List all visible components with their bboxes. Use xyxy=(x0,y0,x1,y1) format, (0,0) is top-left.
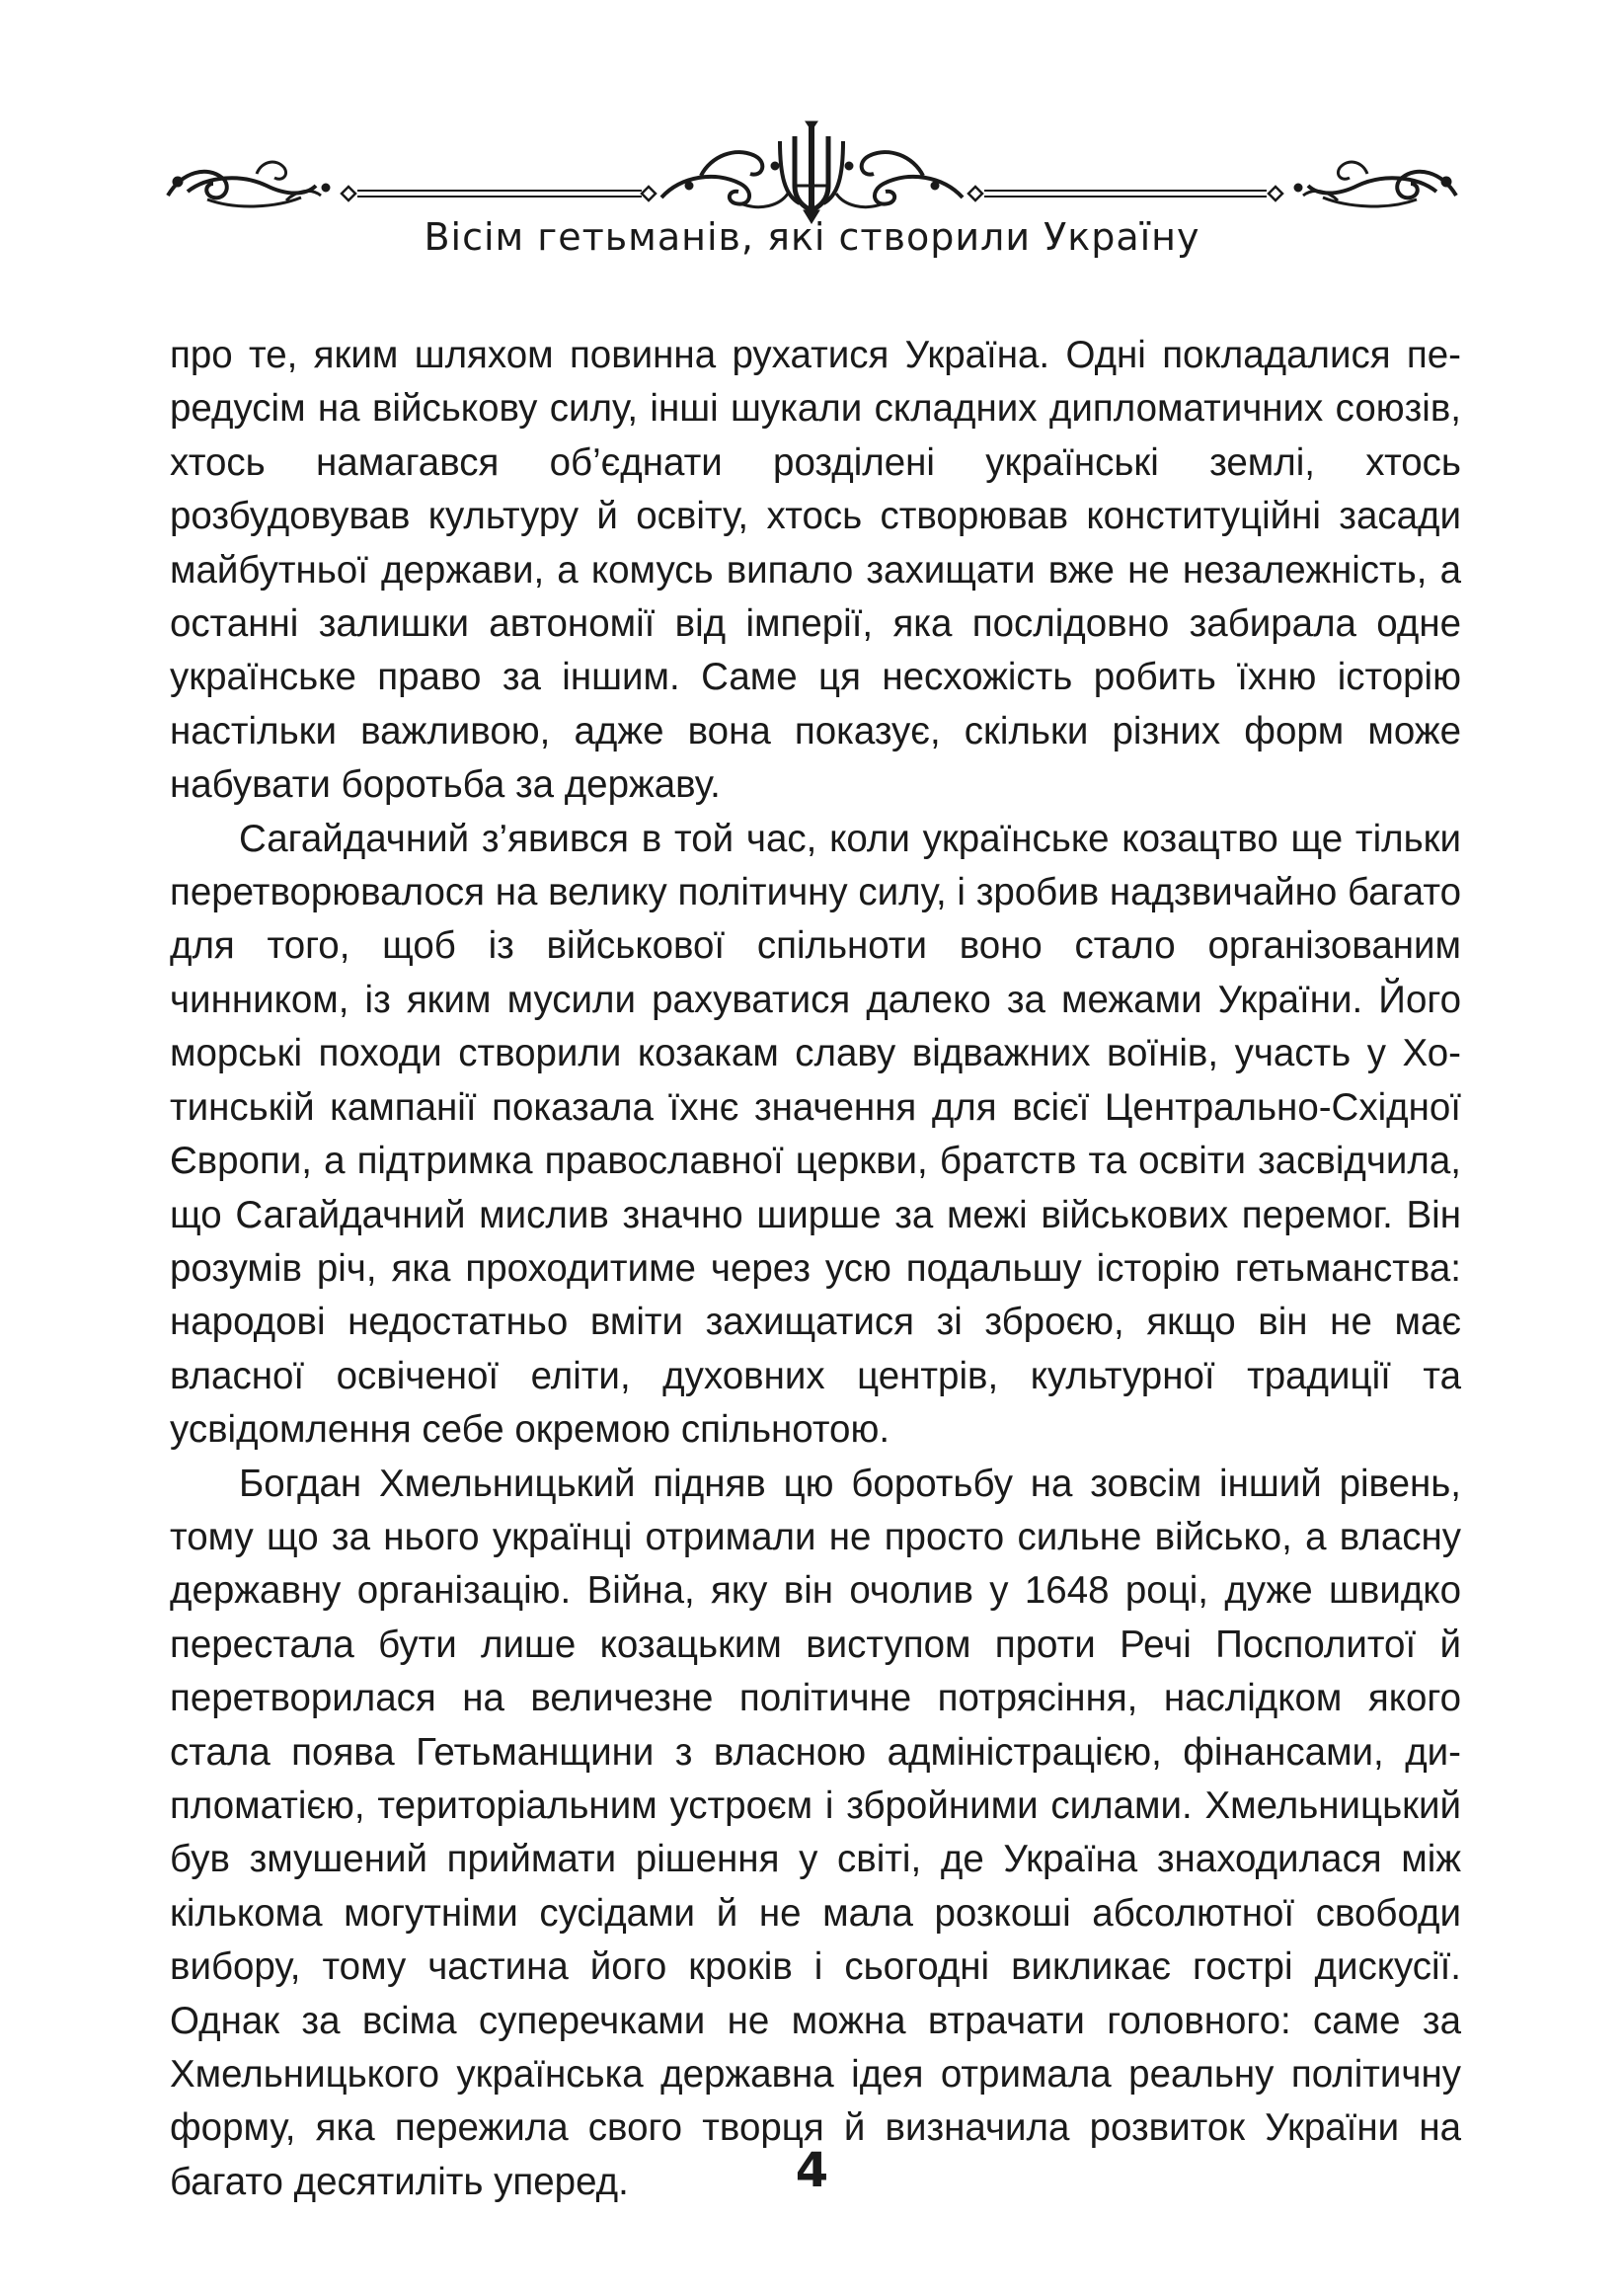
page-number: 4 xyxy=(795,2143,829,2198)
page-header xyxy=(148,117,1476,275)
paragraph-1: про те, яким шляхом повинна рухатися Україна. Одні покладалися передусім на військову силу, інші шукали складних дипломатичних союзів, хтось намагався об’єднати розділені українські землі, хтось розбудовував культуру й освіту, хтось створював конституційні засади майбутньої держави, а комусь випало захищати вже не незалежність, а останні залишки автономії від імперії, яка послідовно забирала одне українське право за іншим. Саме ця несхожість робить їхню історію настільки важливою, адже вона показує, скільки різних форм може набувати боротьба за державу. xyxy=(170,334,1461,807)
trident-icon xyxy=(780,121,843,223)
floral-scroll-icon xyxy=(148,117,1476,225)
running-title: Вісім гетьманів, які створили Україну xyxy=(424,215,1200,259)
body-text xyxy=(170,329,1461,2209)
paragraph-3: Богдан Хмельницький підняв цю боротьбу на зовсім інший рівень, тому що за нього українці отримали не просто сильне військо, а власну державну організацію. Війна, яку він очолив у 1648 році, дуже швидко перестала бути лише козацьким виступом проти Речі Посполитої й перетворилася на величезне політичне потрясіння, наслідком якого стала поява Гетьманщини з власною адміністрацією, фінансами, дипломатією, територіальним устроєм і збройними силами. Хмельницький був змушений приймати рішення у світі, де Україна знаходилася між кількома могутніми сусідами й не мала розкоші абсолютної свободи вибору, тому частина його кроків і сьогодні викликає гострі дискусії. Однак за всіма суперечками не можна втрачати головного: саме за Хмельницького українська державна ідея отримала реальну політичну форму, яка пережила свого творця й визначила розвиток України на багато десятиліть уперед. xyxy=(170,1462,1461,2203)
paragraph-2: Сагайдачний з’явився в той час, коли українське козацтво ще тільки перетворювалося на велику політичну силу, і зробив надзвичайно багато для того, щоб із військової спільноти воно стало організованим чинником, із яким мусили рахуватися далеко за межами України. Його морські походи створили козакам славу відважних воїнів, участь у Хотинській кампанії показала їхнє значення для всієї Центрально-Східної Європи, а підтримка православної церкви, братств та освіти засвідчила, що Сагайдачний мислив значно ширше за межі військових перемог. Він розумів річ, яка проходитиме через усю подальшу історію гетьманства: народові недостатньо вміти захищатися зі зброєю, якщо він не має власної освіченої еліти, духовних центрів, культурної традиції та усвідомлення себе окремою спільнотою. xyxy=(170,817,1461,1452)
